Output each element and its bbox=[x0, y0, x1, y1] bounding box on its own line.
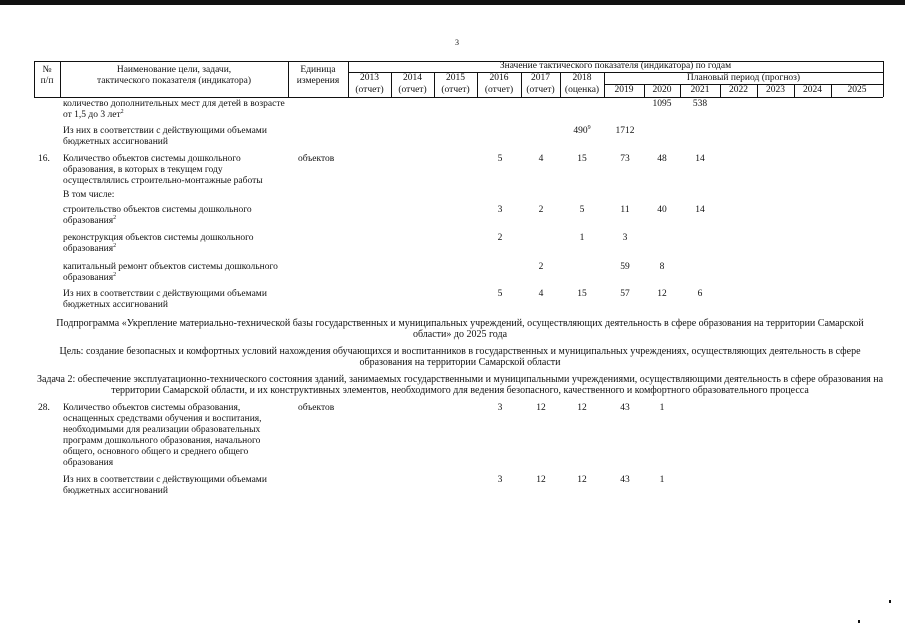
table-row bbox=[63, 205, 285, 227]
value-2018: 12 bbox=[577, 475, 587, 485]
header-year: 2018 bbox=[572, 73, 592, 83]
value-2017: 4 bbox=[538, 154, 544, 164]
footnote-mark: 2 bbox=[113, 242, 117, 249]
value-2018: 15 bbox=[577, 154, 587, 164]
value-2016: 3 bbox=[497, 475, 503, 485]
header-col-no: № п/п bbox=[40, 65, 54, 86]
value-2021: 14 bbox=[695, 154, 705, 164]
value-2020: 1 bbox=[659, 475, 665, 485]
goal-heading: Цель: создание безопасных и комфортных условий нахождения обучающихся и воспитанников в государственных и муниципальных учреждениях, осуществляющих деятельность в сфере образования на территории Самарской области bbox=[59, 346, 861, 368]
header-col-name: Наименование цели, задачи, тактического показателя (индикатора) bbox=[96, 65, 252, 86]
footnote-mark: 9 bbox=[587, 124, 591, 131]
header-plan-year: 2020 bbox=[652, 85, 672, 95]
value-2020: 1095 bbox=[652, 99, 672, 109]
footnote-mark: 2 bbox=[113, 214, 117, 221]
unit: объектов bbox=[298, 154, 335, 164]
header-col-unit: Единица измерения bbox=[296, 65, 340, 86]
value-2020: 1 bbox=[659, 403, 665, 413]
value-2017: 12 bbox=[536, 403, 546, 413]
including-label: В том числе: bbox=[63, 190, 115, 200]
header-year: 2015 bbox=[446, 73, 465, 83]
header-year: 2014 bbox=[403, 73, 422, 83]
scan-speck bbox=[889, 600, 891, 603]
value-2020: 8 bbox=[659, 262, 665, 272]
table-row bbox=[63, 126, 285, 148]
value-2019: 73 bbox=[620, 154, 630, 164]
header-planned-title: Плановый период (прогноз) bbox=[686, 73, 801, 83]
value-2018: $490^9$ bbox=[573, 124, 591, 136]
indicator-name: Количество объектов системы дошкольного образования, в которых в текущем году осуществлялись строительно-монтажные работы bbox=[63, 154, 263, 186]
value-2017: 4 bbox=[538, 289, 544, 299]
value-2021: 6 bbox=[697, 289, 703, 299]
footnote-mark: 2 bbox=[120, 108, 124, 115]
indicator-name: количество дополнительных мест для детей в возрасте от 1,5 до 3 лет bbox=[63, 99, 285, 120]
value-2017: 12 bbox=[536, 475, 546, 485]
header-plan-year: 2019 bbox=[614, 85, 634, 95]
value-2020: 12 bbox=[657, 289, 667, 299]
value-2021: 14 bbox=[695, 205, 705, 215]
footnote-mark: 2 bbox=[113, 271, 117, 278]
table-row bbox=[63, 289, 285, 311]
table-row bbox=[63, 475, 285, 497]
value-2018: 5 bbox=[579, 205, 585, 215]
header-year: 2016 bbox=[489, 73, 509, 83]
header-year-sub: (оценка) bbox=[564, 85, 600, 95]
value-2019: 3 bbox=[622, 233, 628, 243]
value-2018: 12 bbox=[577, 403, 587, 413]
value-2019: 11 bbox=[620, 205, 630, 215]
value-2016: 3 bbox=[497, 205, 503, 215]
header-plan-year: 2025 bbox=[847, 85, 867, 95]
value-2019: 43 bbox=[620, 475, 630, 485]
value-2018: 15 bbox=[577, 289, 587, 299]
value-2016: 2 bbox=[497, 233, 503, 243]
indicator-name: Количество объектов системы образования, оснащенных средствами обучения и воспитания, необходимыми для реализации образовательных программ дошкольного образования, начального общего, основного общего и среднего общего образования bbox=[63, 403, 262, 468]
header-year-sub: (отчет) bbox=[526, 85, 555, 95]
table-row bbox=[63, 99, 285, 121]
row-number: 16. bbox=[38, 154, 50, 164]
header-plan-year: 2022 bbox=[729, 85, 748, 95]
header-plan-year: 2021 bbox=[690, 85, 710, 95]
value-2020: 48 bbox=[657, 154, 667, 164]
page-number: 3 bbox=[455, 38, 459, 47]
scan-speck bbox=[858, 620, 860, 623]
value-2019: 43 bbox=[620, 403, 630, 413]
header-year: 2017 bbox=[531, 73, 550, 83]
value-2019: 59 bbox=[620, 262, 630, 272]
value-2020: 40 bbox=[657, 205, 667, 215]
table-row bbox=[63, 262, 285, 284]
indicator-name: строительство объектов системы дошкольного образования bbox=[63, 205, 252, 226]
unit: объектов bbox=[298, 403, 335, 413]
row-number: 28. bbox=[38, 403, 50, 413]
indicator-name: Из них в соответствии с действующими объемами бюджетных ассигнований bbox=[63, 475, 267, 496]
indicator-name: Из них в соответствии с действующими объемами бюджетных ассигнований bbox=[63, 289, 267, 310]
header-year-sub: (отчет) bbox=[355, 85, 384, 95]
header-plan-year: 2024 bbox=[803, 85, 822, 95]
indicator-name: капитальный ремонт объектов системы дошкольного образования bbox=[63, 262, 278, 283]
header-year-sub: (отчет) bbox=[484, 85, 514, 95]
header-year: 2013 bbox=[360, 73, 379, 83]
value-2019: 57 bbox=[620, 289, 630, 299]
indicator-name: Из них в соответствии с действующими объемами бюджетных ассигнований bbox=[63, 126, 267, 147]
page-top-border bbox=[0, 0, 905, 5]
value-2017: 2 bbox=[538, 262, 544, 272]
value-2016: 5 bbox=[497, 154, 503, 164]
value-2016: 3 bbox=[497, 403, 503, 413]
indicator-name: реконструкция объектов системы дошкольного образования bbox=[63, 233, 254, 254]
value-2019: 1712 bbox=[615, 126, 635, 136]
subprogram-heading: Подпрограмма «Укрепление материально-технической базы государственных и муниципальных учреждений, осуществляющих деятельность в сфере образования на территории Самарской области» до 2025 года bbox=[56, 318, 864, 340]
header-values-title: Значение тактического показателя (индикатора) по годам bbox=[499, 61, 732, 71]
table-row bbox=[63, 233, 285, 255]
value-2021: 538 bbox=[692, 99, 708, 109]
value-2018: 1 bbox=[579, 233, 585, 243]
header-year-sub: (отчет) bbox=[398, 85, 427, 95]
table-row bbox=[63, 154, 285, 187]
header-plan-year: 2023 bbox=[766, 85, 785, 95]
value-2016: 5 bbox=[497, 289, 503, 299]
value-2017: 2 bbox=[538, 205, 544, 215]
table-row bbox=[63, 403, 285, 469]
header-year-sub: (отчет) bbox=[441, 85, 470, 95]
task-heading: Задача 2: обеспечение эксплуатационно-технического состояния зданий, занимаемых государственными и муниципальными учреждениями, осуществляющими деятельность в сфере образования на территории Самарской области, и их конструктивных элементов, необходимого для ведения безопасного, качественного и комфортного образовательного процесса bbox=[36, 374, 884, 396]
